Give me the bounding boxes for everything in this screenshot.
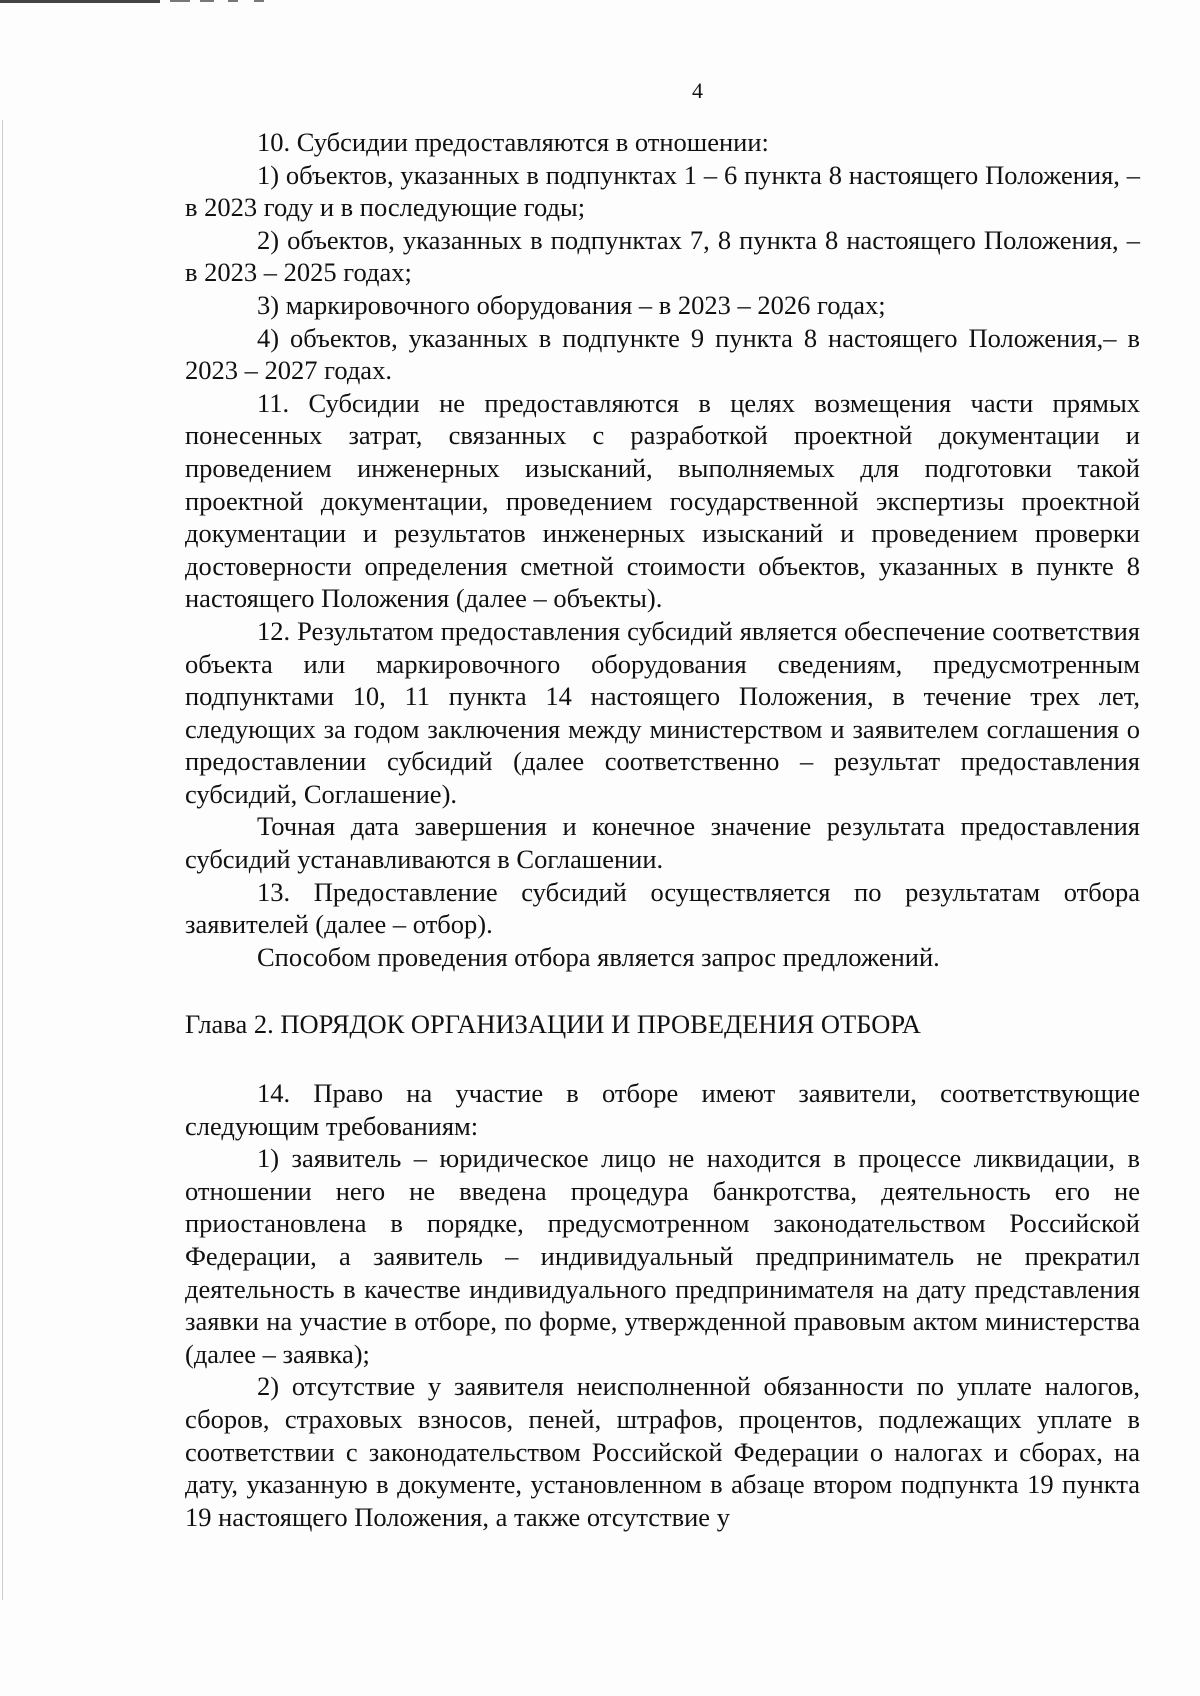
- paragraph: 4) объектов, указанных в подпункте 9 пункта 8 настоящего Положения,– в 2023 – 2027 годах.: [185, 322, 1140, 386]
- paragraph: 2) объектов, указанных в подпунктах 7, 8 пункта 8 настоящего Положения, – в 2023 – 2025 годах;: [185, 224, 1140, 288]
- paragraph: 12. Результатом предоставления субсидий является обеспечение соответствия объекта или маркировочного оборудования сведениям, предусмотренным подпунктами 10, 11 пункта 14 настоящего Положения, в течение трех лет, следующих за годом заключения между министерством и заявителем соглашения о предоставлении субсидий (далее соответственно – результат предоставления субсидий, Соглашение).: [185, 615, 1140, 809]
- scan-artifact-dash: [228, 0, 238, 2]
- section-before-heading: [185, 126, 1140, 973]
- paragraph: 11. Субсидии не предоставляются в целях возмещения части прямых понесенных затрат, связанных с разработкой проектной документации и проведением инженерных изысканий, выполняемых для подготовки такой проектной документации, проведением государственной экспертизы проектной документации и результатов инженерных изысканий и проведением проверки достоверности определения сметной стоимости объектов, указанных в пункте 8 настоящего Положения (далее – объекты).: [185, 387, 1140, 614]
- paragraph: Точная дата завершения и конечное значение результата предоставления субсидий устанавливаются в Соглашении.: [185, 811, 1140, 875]
- scan-artifact-dash: [200, 0, 214, 2]
- scan-artifact-line: [0, 0, 160, 3]
- paragraph: 14. Право на участие в отборе имеют заявители, соответствующие следующим требованиям:: [185, 1078, 1140, 1141]
- paragraph: 1) заявитель – юридическое лицо не находится в процессе ликвидации, в отношении него не введена процедура банкротства, деятельность его не приостановлена в порядке, предусмотренном законодательством Российской Федерации, а заявитель – индивидуальный предприниматель не прекратил деятельность в качестве индивидуального предпринимателя на дату представления заявки на участие в отборе, по форме, утвержденной правовым актом министерства (далее – заявка);: [185, 1143, 1140, 1369]
- paragraph: 3) маркировочного оборудования – в 2023 – 2026 годах;: [257, 289, 886, 320]
- page-number: 4: [692, 78, 703, 103]
- paragraph: 13. Предоставление субсидий осуществляется по результатам отбора заявителей (далее – отбор).: [185, 876, 1140, 940]
- document-body: [185, 126, 1140, 1533]
- paragraph: Способом проведения отбора является запрос предложений.: [257, 941, 940, 972]
- paragraph: 10. Субсидии предоставляются в отношении:: [257, 127, 769, 157]
- chapter-heading: Глава 2. ПОРЯДОК ОРГАНИЗАЦИИ И ПРОВЕДЕНИЯ ОТБОРА: [185, 1009, 921, 1040]
- scan-artifact-dash: [170, 0, 190, 2]
- scan-artifact-dash: [254, 0, 264, 2]
- scan-left-edge: [2, 120, 3, 1600]
- section-after-heading: [185, 1077, 1140, 1533]
- paragraph: 2) отсутствие у заявителя неисполненной обязанности по уплате налогов, сборов, страховых взносов, пеней, штрафов, процентов, подлежащих уплате в соответствии с законодательством Российской Федерации о налогах и сборах, на дату, указанную в документе, установленном в абзаце втором подпункта 19 пункта 19 настоящего Положения, а также отсутствие у: [185, 1371, 1140, 1532]
- paragraph: 1) объектов, указанных в подпунктах 1 – 6 пункта 8 настоящего Положения, – в 2023 году и в последующие годы;: [185, 159, 1140, 223]
